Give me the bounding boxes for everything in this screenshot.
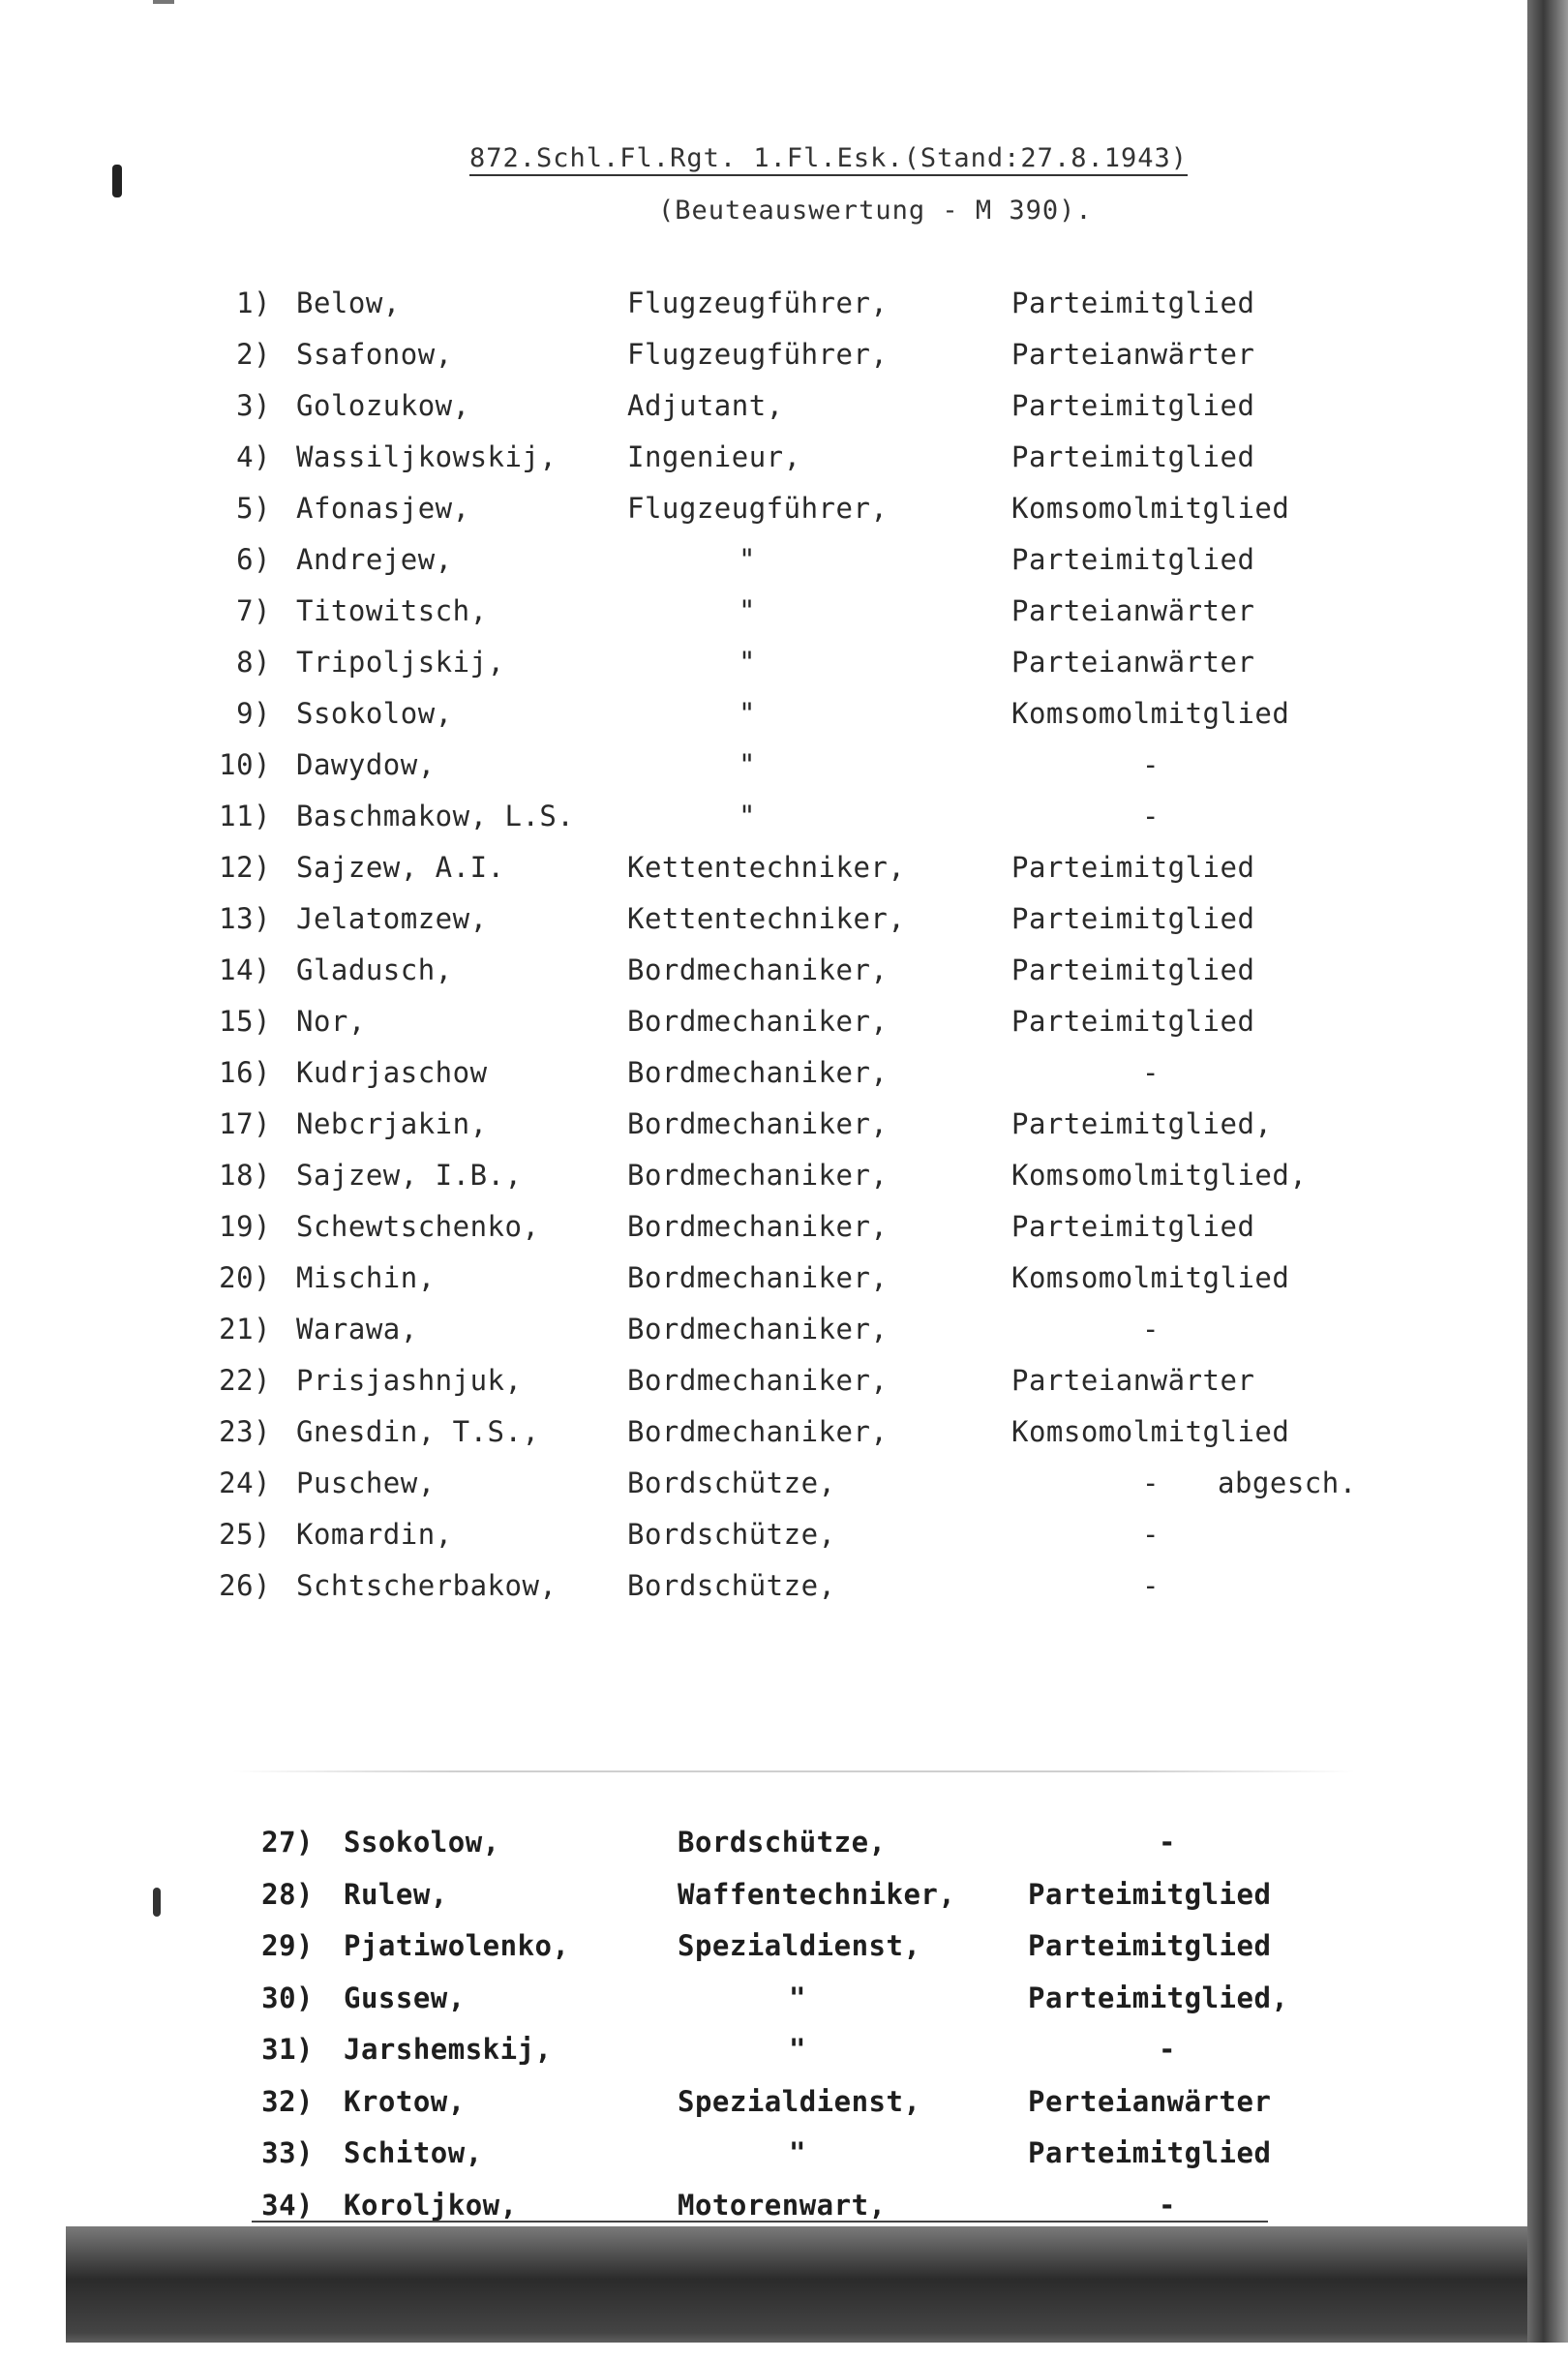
- party-status: Parteimitglied: [1028, 1929, 1272, 1962]
- person-name: Nebcrjakin,: [296, 1107, 488, 1140]
- person-role: Bordschütze,: [627, 1569, 836, 1602]
- row-number: 17): [219, 1107, 271, 1140]
- person-name: Jelatomzew,: [296, 902, 488, 935]
- row-number: 24): [219, 1467, 271, 1499]
- person-name: Ssafonow,: [296, 338, 453, 371]
- party-status: Parteimitglied: [1011, 851, 1255, 884]
- row-number: 22): [219, 1364, 271, 1397]
- person-name: Rulew,: [344, 1877, 448, 1911]
- person-name: Komardin,: [296, 1518, 453, 1551]
- row-number: 19): [219, 1210, 271, 1243]
- party-status: Parteimitglied: [1028, 2136, 1272, 2169]
- person-role: Kettentechniker,: [627, 902, 906, 935]
- person-role: Bordmechaniker,: [627, 953, 889, 986]
- row-number: 7): [236, 594, 271, 627]
- row-number: 8): [236, 646, 271, 679]
- punch-hole-mark: [112, 165, 122, 197]
- row-number: 5): [236, 492, 271, 525]
- person-role: Bordmechaniker,: [627, 1107, 889, 1140]
- row-number: 1): [236, 287, 271, 319]
- person-role: ": [739, 800, 756, 832]
- person-name: Pjatiwolenko,: [344, 1929, 570, 1962]
- document-subtitle: (Beuteauswertung - M 390).: [658, 196, 1093, 226]
- party-status: Komsomolmitglied: [1011, 1415, 1290, 1448]
- remark-note: abgesch.: [1218, 1467, 1357, 1499]
- page-cut-line: [252, 2221, 1268, 2223]
- party-status: -: [1159, 2188, 1176, 2222]
- row-number: 28): [261, 1877, 314, 1911]
- person-name: Warawa,: [296, 1313, 418, 1346]
- party-status: Parteimitglied,: [1028, 1981, 1289, 2014]
- party-status: Komsomolmitglied,: [1011, 1159, 1308, 1192]
- party-status: -: [1142, 1569, 1160, 1602]
- row-number: 4): [236, 440, 271, 473]
- party-status: Komsomolmitglied: [1011, 697, 1290, 730]
- row-number: 31): [261, 2033, 314, 2066]
- person-role: Flugzeugführer,: [627, 287, 889, 319]
- person-name: Sajzew, I.B.,: [296, 1159, 523, 1192]
- person-name: Mischin,: [296, 1261, 436, 1294]
- party-status: Parteimitglied: [1011, 902, 1255, 935]
- person-name: Titowitsch,: [296, 594, 488, 627]
- row-number: 23): [219, 1415, 271, 1448]
- scan-left-margin: [0, 0, 66, 2359]
- person-name: Puschew,: [296, 1467, 436, 1499]
- person-name: Prisjashnjuk,: [296, 1364, 523, 1397]
- person-name: Kudrjaschow: [296, 1056, 488, 1089]
- party-status: Parteimitglied,: [1011, 1107, 1273, 1140]
- party-status: Parteianwärter: [1011, 594, 1255, 627]
- person-role: Bordmechaniker,: [627, 1313, 889, 1346]
- person-role: Adjutant,: [627, 389, 784, 422]
- row-number: 20): [219, 1261, 271, 1294]
- party-status: Parteianwärter: [1011, 1364, 1255, 1397]
- scan-bottom-edge: [66, 2226, 1527, 2359]
- punch-hole-mark: [153, 1888, 161, 1917]
- person-role: Motorenwart,: [678, 2188, 887, 2222]
- document-title: 872.Schl.Fl.Rgt. 1.Fl.Esk.(Stand:27.8.1943): [469, 143, 1188, 176]
- party-status: -: [1142, 800, 1160, 832]
- person-name: Dawydow,: [296, 748, 436, 781]
- party-status: Parteimitglied: [1028, 1877, 1272, 1911]
- party-status: -: [1142, 1056, 1160, 1089]
- party-status: Parteimitglied: [1011, 440, 1255, 473]
- row-number: 30): [261, 1981, 314, 2014]
- person-role: Waffentechniker,: [678, 1877, 956, 1911]
- party-status: -: [1142, 748, 1160, 781]
- person-role: Bordmechaniker,: [627, 1159, 889, 1192]
- person-name: Ssokolow,: [296, 697, 453, 730]
- row-number: 29): [261, 1929, 314, 1962]
- person-name: Andrejew,: [296, 543, 453, 576]
- party-status: -: [1142, 1467, 1160, 1499]
- row-number: 3): [236, 389, 271, 422]
- person-name: Schitow,: [344, 2136, 483, 2169]
- person-role: Bordschütze,: [627, 1518, 836, 1551]
- scan-bottom-margin: [0, 2343, 1568, 2359]
- person-name: Below,: [296, 287, 401, 319]
- person-name: Baschmakow, L.S.: [296, 800, 575, 832]
- person-role: Spezialdienst,: [678, 1929, 921, 1962]
- row-number: 26): [219, 1569, 271, 1602]
- row-number: 13): [219, 902, 271, 935]
- scan-right-edge: [1527, 0, 1568, 2359]
- row-number: 11): [219, 800, 271, 832]
- row-number: 33): [261, 2136, 314, 2169]
- person-name: Krotow,: [344, 2084, 466, 2118]
- person-name: Wassiljkowskij,: [296, 440, 558, 473]
- person-role: ": [739, 543, 756, 576]
- party-status: Komsomolmitglied: [1011, 492, 1290, 525]
- person-role: ": [739, 697, 756, 730]
- person-name: Afonasjew,: [296, 492, 470, 525]
- person-name: Gnesdin, T.S.,: [296, 1415, 540, 1448]
- party-status: -: [1159, 1826, 1176, 1859]
- row-number: 21): [219, 1313, 271, 1346]
- party-status: Parteimitglied: [1011, 953, 1255, 986]
- person-role: Bordmechaniker,: [627, 1415, 889, 1448]
- person-name: Ssokolow,: [344, 1826, 500, 1859]
- row-number: 32): [261, 2084, 314, 2118]
- person-name: Tripoljskij,: [296, 646, 505, 679]
- person-role: Bordmechaniker,: [627, 1056, 889, 1089]
- party-status: Perteianwärter: [1028, 2084, 1272, 2118]
- row-number: 34): [261, 2188, 314, 2222]
- party-status: Komsomolmitglied: [1011, 1261, 1290, 1294]
- person-role: Bordmechaniker,: [627, 1005, 889, 1038]
- party-status: -: [1159, 2033, 1176, 2066]
- row-number: 9): [236, 697, 271, 730]
- person-role: Bordmechaniker,: [627, 1210, 889, 1243]
- person-name: Schewtschenko,: [296, 1210, 540, 1243]
- row-number: 25): [219, 1518, 271, 1551]
- person-name: Nor,: [296, 1005, 366, 1038]
- row-number: 16): [219, 1056, 271, 1089]
- row-number: 12): [219, 851, 271, 884]
- section-divider: [232, 1770, 1355, 1772]
- row-number: 15): [219, 1005, 271, 1038]
- person-name: Gussew,: [344, 1981, 466, 2014]
- person-role: Spezialdienst,: [678, 2084, 921, 2118]
- person-role: Ingenieur,: [627, 440, 801, 473]
- person-role: Kettentechniker,: [627, 851, 906, 884]
- person-role: ": [789, 1981, 806, 2014]
- party-status: -: [1142, 1313, 1160, 1346]
- person-role: ": [789, 2136, 806, 2169]
- person-role: Bordschütze,: [627, 1467, 836, 1499]
- person-role: ": [739, 748, 756, 781]
- party-status: Parteimitglied: [1011, 287, 1255, 319]
- party-status: Parteimitglied: [1011, 389, 1255, 422]
- scan-mark: [153, 0, 174, 4]
- party-status: -: [1142, 1518, 1160, 1551]
- person-role: Flugzeugführer,: [627, 338, 889, 371]
- person-name: Golozukow,: [296, 389, 470, 422]
- party-status: Parteimitglied: [1011, 543, 1255, 576]
- row-number: 10): [219, 748, 271, 781]
- person-role: Bordmechaniker,: [627, 1261, 889, 1294]
- person-name: Sajzew, A.I.: [296, 851, 505, 884]
- person-name: Gladusch,: [296, 953, 453, 986]
- person-role: Flugzeugführer,: [627, 492, 889, 525]
- person-role: Bordschütze,: [678, 1826, 887, 1859]
- row-number: 18): [219, 1159, 271, 1192]
- person-role: ": [739, 646, 756, 679]
- row-number: 6): [236, 543, 271, 576]
- person-role: ": [789, 2033, 806, 2066]
- row-number: 27): [261, 1826, 314, 1859]
- row-number: 2): [236, 338, 271, 371]
- row-number: 14): [219, 953, 271, 986]
- party-status: Parteianwärter: [1011, 338, 1255, 371]
- party-status: Parteianwärter: [1011, 646, 1255, 679]
- person-name: Koroljkow,: [344, 2188, 518, 2222]
- person-name: Jarshemskij,: [344, 2033, 553, 2066]
- person-role: Bordmechaniker,: [627, 1364, 889, 1397]
- person-role: ": [739, 594, 756, 627]
- person-name: Schtscherbakow,: [296, 1569, 558, 1602]
- party-status: Parteimitglied: [1011, 1005, 1255, 1038]
- party-status: Parteimitglied: [1011, 1210, 1255, 1243]
